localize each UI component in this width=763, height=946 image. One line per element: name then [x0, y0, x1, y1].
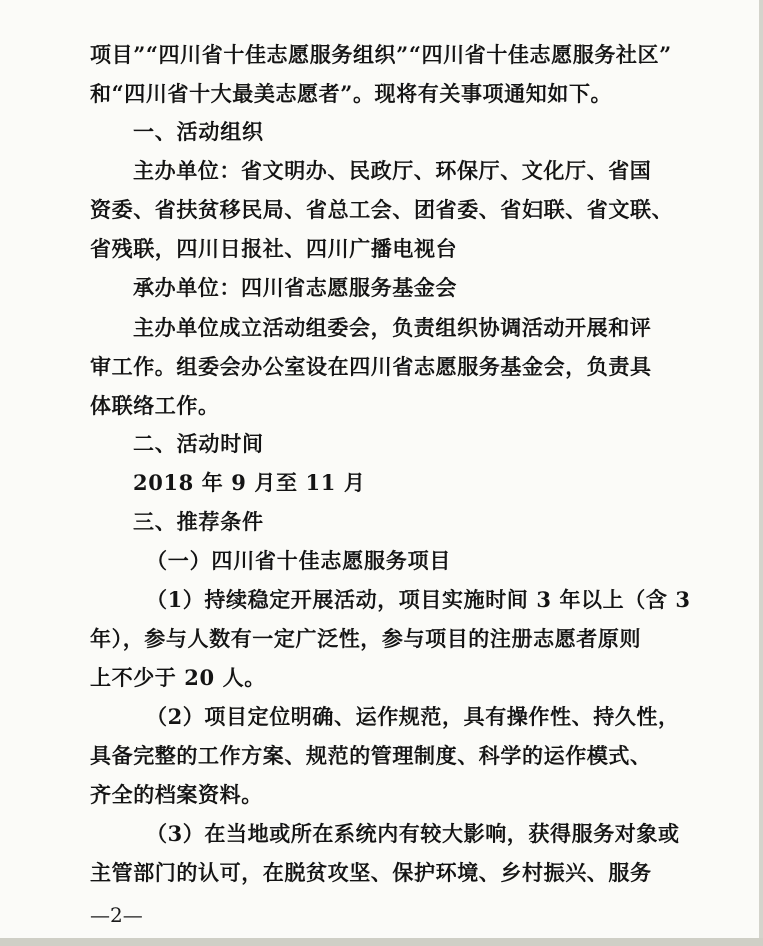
paper-edge-right	[759, 0, 763, 946]
page-number: —2—	[90, 903, 143, 927]
subsection-heading-projects: （一）四川省十佳志愿服务项目	[146, 548, 452, 573]
text-line-organizers: 主办单位：省文明办、民政厅、环保厅、文化厅、省国	[133, 158, 652, 183]
text-line-undertaker: 承办单位：四川省志愿服务基金会	[133, 275, 457, 300]
text-line-committee: 主办单位成立活动组委会，负责组织协调活动开展和评	[133, 315, 652, 340]
text-line-item-1-cont-2: 上不少于 20 人。	[90, 665, 266, 690]
section-heading-time: 二、活动时间	[133, 431, 264, 456]
text-line-1: 项目”“四川省十佳志愿服务组织”“四川省十佳志愿服务社区”	[90, 42, 672, 67]
text-line-committee-cont-2: 体联络工作。	[90, 393, 220, 418]
section-heading-organization: 一、活动组织	[133, 119, 264, 144]
text-line-item-2-cont-2: 齐全的档案资料。	[90, 782, 263, 807]
text-line-item-2-cont-1: 具备完整的工作方案、规范的管理制度、科学的运作模式、	[90, 743, 652, 768]
text-line-item-1-cont-1: 年），参与人数有一定广泛性，参与项目的注册志愿者原则	[90, 626, 642, 651]
text-line-committee-cont-1: 审工作。组委会办公室设在四川省志愿服务基金会，负责具	[90, 354, 652, 379]
text-line-item-1: （1）持续稳定开展活动，项目实施时间 3 年以上（含 3	[146, 587, 691, 612]
text-line-item-2: （2）项目定位明确、运作规范，具有操作性、持久性，	[146, 704, 680, 729]
text-line-2: 和“四川省十大最美志愿者”。现将有关事项通知如下。	[90, 81, 613, 106]
paper-edge-bottom	[0, 938, 763, 946]
text-line-organizers-cont-1: 资委、省扶贫移民局、省总工会、团省委、省妇联、省文联、	[90, 197, 674, 222]
text-line-item-3: （3）在当地或所在系统内有较大影响，获得服务对象或	[146, 821, 680, 846]
text-line-dates: 2018 年 9 月至 11 月	[133, 470, 366, 495]
text-line-item-3-cont-1: 主管部门的认可，在脱贫攻坚、保护环境、乡村振兴、服务	[90, 860, 652, 885]
text-line-organizers-cont-2: 省残联，四川日报社、四川广播电视台	[90, 236, 458, 261]
section-heading-conditions: 三、推荐条件	[133, 509, 264, 534]
